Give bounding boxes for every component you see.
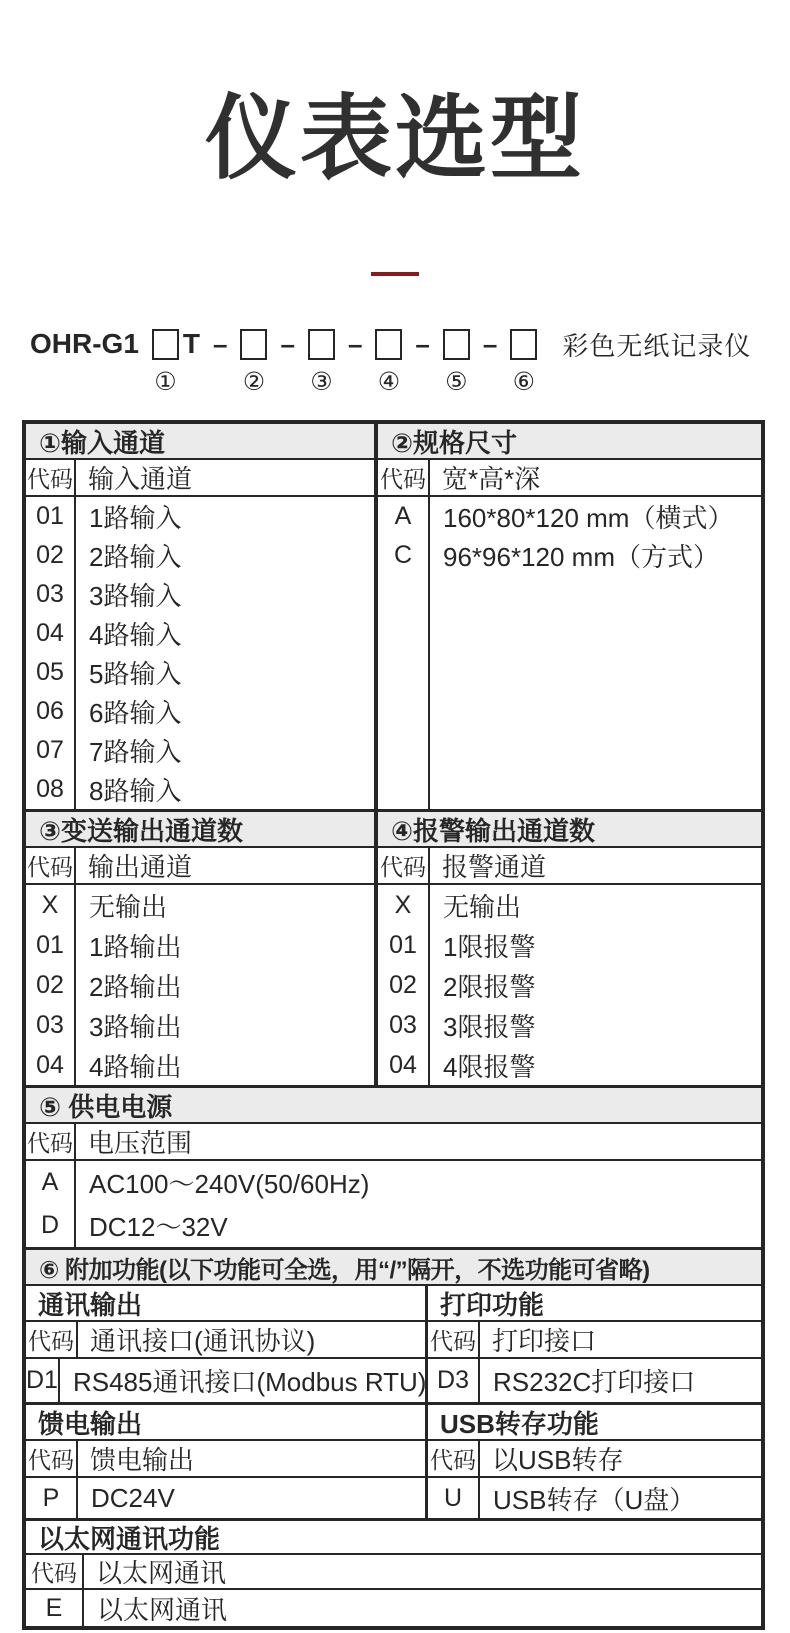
code-column-header: 代码 bbox=[26, 848, 76, 883]
desc-cell: DC12～32V bbox=[89, 1212, 228, 1242]
code-column-header: 代码 bbox=[378, 848, 430, 883]
code-column-header: 代码 bbox=[26, 1124, 76, 1159]
section-pair-3-4 bbox=[26, 809, 761, 1085]
desc-cell: 2路输出 bbox=[89, 971, 182, 1002]
subsection-print-function bbox=[428, 1286, 761, 1402]
section-power-supply bbox=[26, 1085, 761, 1247]
model-slot-box-5 bbox=[443, 329, 470, 396]
slot-number-4: ④ bbox=[377, 367, 401, 396]
code-cell: D1 bbox=[26, 1366, 58, 1394]
section-dimensions bbox=[378, 424, 761, 809]
subsection-usb-function bbox=[428, 1405, 761, 1518]
section-rows bbox=[26, 1359, 425, 1402]
slot-number-3: ③ bbox=[310, 367, 333, 396]
desc-cell: 3限报警 bbox=[443, 1011, 536, 1042]
desc-column-header: 通讯接口(通讯协议) bbox=[90, 1326, 316, 1356]
section-rows bbox=[428, 1478, 761, 1518]
code-column-header: 代码 bbox=[428, 1441, 480, 1476]
subsection-title-comm-output: 通讯输出 bbox=[26, 1286, 425, 1322]
subsection-comm-output bbox=[26, 1286, 428, 1402]
desc-column-header: 以USB转存 bbox=[492, 1445, 624, 1475]
code-cell: D bbox=[40, 1211, 60, 1239]
desc-column bbox=[76, 1161, 761, 1247]
code-cell: 04 bbox=[36, 1050, 64, 1079]
model-slot1-suffix: T bbox=[182, 328, 201, 359]
section-rows bbox=[26, 885, 374, 1085]
selection-table bbox=[22, 420, 765, 1630]
section-rows bbox=[26, 1478, 425, 1518]
code-cell: 04 bbox=[36, 619, 64, 647]
code-column-header: 代码 bbox=[26, 1555, 84, 1588]
desc-cell: 4路输出 bbox=[89, 1051, 182, 1082]
subheader bbox=[428, 1441, 761, 1478]
code-cell: X bbox=[394, 890, 412, 919]
code-cell: 03 bbox=[36, 580, 64, 608]
subsection-title-print-function: 打印功能 bbox=[428, 1286, 761, 1322]
desc-column-header: 报警通道 bbox=[442, 852, 547, 882]
section-title-input-channels: ①输入通道 bbox=[26, 424, 374, 460]
model-slot-box-2 bbox=[240, 329, 267, 396]
desc-cell: USB转存（U盘） bbox=[493, 1484, 696, 1515]
desc-column bbox=[480, 1359, 761, 1402]
code-column bbox=[26, 497, 76, 809]
code-cell: 03 bbox=[36, 1010, 64, 1039]
code-cell: U bbox=[443, 1483, 463, 1512]
code-cell: A bbox=[41, 1168, 59, 1196]
code-column-header: 代码 bbox=[26, 460, 76, 495]
slot-number-6: ⑥ bbox=[512, 367, 536, 396]
code-cell: 02 bbox=[389, 970, 417, 999]
desc-column bbox=[430, 885, 761, 1085]
desc-cell: 以太网通讯 bbox=[97, 1594, 228, 1625]
section-rows bbox=[378, 885, 761, 1085]
code-cell: D3 bbox=[437, 1366, 469, 1394]
model-slot-box-3 bbox=[308, 329, 335, 396]
code-column bbox=[428, 1359, 480, 1402]
desc-cell: 7路输入 bbox=[89, 737, 182, 767]
desc-column-header: 输入通道 bbox=[88, 464, 193, 494]
desc-cell: 无输出 bbox=[89, 891, 168, 922]
desc-column bbox=[76, 497, 374, 809]
code-cell: C bbox=[393, 541, 413, 569]
section-rows bbox=[26, 497, 374, 809]
subheader bbox=[26, 1322, 425, 1359]
code-column bbox=[26, 1161, 76, 1247]
model-slot-box-6 bbox=[510, 329, 537, 396]
desc-cell: 3路输出 bbox=[89, 1011, 182, 1042]
subheader bbox=[26, 460, 374, 497]
model-separator: – bbox=[213, 328, 228, 359]
code-column bbox=[26, 1478, 78, 1518]
subsection-feed-output bbox=[26, 1405, 428, 1518]
desc-cell: 2限报警 bbox=[443, 971, 536, 1002]
desc-cell: 6路输入 bbox=[89, 698, 182, 728]
code-column bbox=[26, 1590, 84, 1626]
subheader bbox=[26, 848, 374, 885]
accent-dash bbox=[371, 272, 419, 276]
section-title-dimensions: ②规格尺寸 bbox=[378, 424, 761, 460]
slot-number-5: ⑤ bbox=[445, 367, 468, 396]
section-title-power-supply: ⑤ 供电电源 bbox=[26, 1088, 761, 1124]
desc-column-header: 打印接口 bbox=[492, 1326, 597, 1356]
code-column-header: 代码 bbox=[26, 1441, 78, 1476]
desc-cell: 1路输入 bbox=[89, 503, 182, 533]
section-rows bbox=[26, 1590, 761, 1626]
code-cell: 01 bbox=[389, 930, 417, 959]
code-cell: X bbox=[41, 890, 59, 919]
model-separator: – bbox=[415, 328, 430, 359]
desc-column bbox=[60, 1359, 427, 1402]
code-cell: 06 bbox=[36, 697, 64, 725]
code-cell: 08 bbox=[36, 775, 64, 803]
code-cell: 01 bbox=[36, 930, 64, 959]
model-slot-1 bbox=[152, 328, 201, 396]
desc-cell: 无输出 bbox=[443, 891, 522, 922]
code-cell: 02 bbox=[36, 970, 64, 999]
section-rows bbox=[428, 1359, 761, 1402]
desc-column-header: 以太网通讯 bbox=[96, 1558, 227, 1588]
model-slot-box-1 bbox=[152, 329, 179, 396]
section-rows bbox=[26, 1161, 761, 1247]
model-prefix: OHR-G1 bbox=[30, 328, 139, 359]
code-column bbox=[378, 885, 430, 1085]
desc-column-header: 电压范围 bbox=[88, 1128, 193, 1158]
desc-cell: 1路输出 bbox=[89, 931, 182, 962]
desc-column-header: 输出通道 bbox=[88, 852, 193, 882]
subsection-ethernet bbox=[26, 1518, 761, 1626]
model-slot-box-4 bbox=[375, 329, 402, 396]
code-column-header: 代码 bbox=[428, 1322, 480, 1357]
subsection-title-ethernet: 以太网通讯功能 bbox=[26, 1521, 761, 1555]
desc-cell: 3路输入 bbox=[89, 581, 182, 611]
model-separator: – bbox=[347, 328, 363, 359]
desc-cell: RS485通讯接口(Modbus RTU) bbox=[72, 1367, 427, 1397]
code-column bbox=[378, 497, 430, 809]
desc-column bbox=[430, 497, 761, 809]
desc-column bbox=[84, 1590, 761, 1626]
desc-cell: 96*96*120 mm（方式） bbox=[443, 542, 719, 572]
section-title-additional-functions: ⑥ 附加功能(以下功能可全选，用“/”隔开，不选功能可省略) bbox=[26, 1250, 761, 1286]
code-cell: P bbox=[42, 1483, 60, 1512]
desc-column bbox=[78, 1478, 425, 1518]
slot-number-2: ② bbox=[242, 367, 266, 396]
desc-cell: 5路输入 bbox=[89, 659, 182, 689]
section-title-transmit-outputs: ③变送输出通道数 bbox=[26, 812, 374, 848]
page-title: 仪表选型 bbox=[204, 88, 585, 190]
product-name: 彩色无纸记录仪 bbox=[562, 330, 752, 361]
desc-cell: RS232C打印接口 bbox=[493, 1367, 696, 1397]
code-cell: 04 bbox=[389, 1050, 417, 1079]
desc-cell: 2路输入 bbox=[89, 542, 182, 572]
subsection-title-usb-function: USB转存功能 bbox=[428, 1405, 761, 1441]
code-column bbox=[26, 1359, 60, 1402]
code-cell: 01 bbox=[36, 502, 64, 530]
section-rows bbox=[378, 497, 761, 809]
model-separator: – bbox=[280, 328, 295, 359]
desc-column-header: 馈电输出 bbox=[90, 1445, 195, 1475]
code-column bbox=[428, 1478, 480, 1518]
code-cell: A bbox=[394, 502, 412, 530]
code-cell: 03 bbox=[389, 1010, 417, 1039]
model-separator: – bbox=[482, 328, 498, 359]
subheader bbox=[378, 848, 761, 885]
desc-cell: 4路输入 bbox=[89, 620, 182, 650]
section-input-channels bbox=[26, 424, 378, 809]
subheader bbox=[428, 1322, 761, 1359]
model-code-line bbox=[30, 328, 790, 396]
code-cell: E bbox=[45, 1593, 63, 1622]
section-transmit-outputs bbox=[26, 812, 378, 1085]
desc-cell: 8路输入 bbox=[89, 776, 182, 806]
subsection-pair-comm-print bbox=[26, 1286, 761, 1402]
subheader bbox=[26, 1441, 425, 1478]
section-additional-functions bbox=[26, 1247, 761, 1626]
subheader bbox=[26, 1555, 761, 1590]
code-column bbox=[26, 885, 76, 1085]
desc-column bbox=[76, 885, 374, 1085]
subheader bbox=[26, 1124, 761, 1161]
desc-column bbox=[480, 1478, 761, 1518]
section-alarm-outputs bbox=[378, 812, 761, 1085]
slot-number-1: ① bbox=[154, 367, 177, 396]
code-column-header: 代码 bbox=[26, 1322, 78, 1357]
code-cell: 07 bbox=[36, 736, 64, 764]
desc-cell: AC100～240V(50/60Hz) bbox=[89, 1169, 370, 1199]
desc-cell: 1限报警 bbox=[443, 931, 536, 962]
code-cell: 02 bbox=[36, 541, 64, 569]
desc-cell: 160*80*120 mm（横式） bbox=[443, 503, 734, 533]
code-column-header: 代码 bbox=[378, 460, 430, 495]
desc-cell: DC24V bbox=[91, 1482, 175, 1513]
section-pair-1-2 bbox=[26, 424, 761, 809]
subheader bbox=[378, 460, 761, 497]
subsection-pair-feed-usb bbox=[26, 1402, 761, 1518]
desc-cell: 4限报警 bbox=[443, 1051, 536, 1082]
subsection-title-feed-output: 馈电输出 bbox=[26, 1405, 425, 1441]
desc-column-header: 宽*高*深 bbox=[442, 464, 541, 494]
section-title-alarm-outputs: ④报警输出通道数 bbox=[378, 812, 761, 848]
code-cell: 05 bbox=[36, 658, 64, 686]
